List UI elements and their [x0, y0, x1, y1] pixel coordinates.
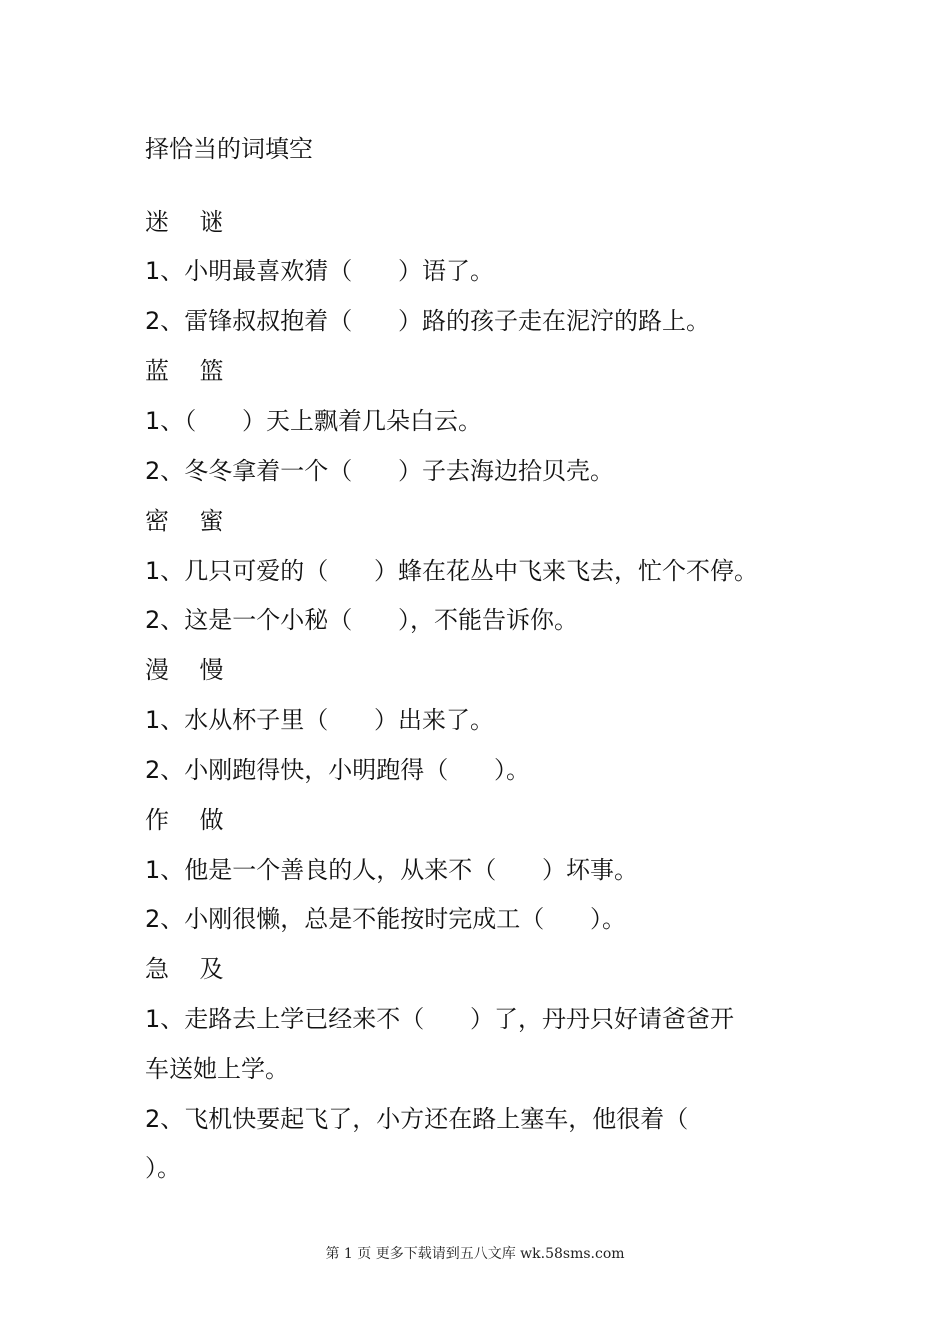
question-line: 1、几只可爱的（ ）蜂在花丛中飞来飞去，忙个不停。: [145, 557, 759, 585]
question-line: 2、小刚很懒，总是不能按时完成工（ ）。: [145, 905, 627, 933]
word-pair: 漫 慢: [145, 656, 224, 684]
question-line: 2、小刚跑得快，小明跑得（ ）。: [145, 756, 531, 784]
question-line: 1、小明最喜欢猜（ ）语了。: [145, 257, 495, 285]
question-line: 2、飞机快要起飞了，小方还在路上塞车，他很着（: [145, 1105, 689, 1133]
question-line: 2、雷锋叔叔抱着（ ）路的孩子走在泥泞的路上。: [145, 307, 711, 335]
question-line: 2、这是一个小秘（ ），不能告诉你。: [145, 606, 579, 634]
word-pair: 迷 谜: [145, 208, 224, 236]
question-line: 1、水从杯子里（ ）出来了。: [145, 706, 495, 734]
word-pair: 作 做: [145, 806, 224, 834]
question-line: 1、走路去上学已经来不（ ）了，丹丹只好请爸爸开: [145, 1005, 735, 1033]
question-line: 1、他是一个善良的人，从来不（ ）坏事。: [145, 856, 639, 884]
question-line-continued: 车送她上学。: [145, 1055, 289, 1083]
question-line: 1、（ ）天上飘着几朵白云。: [145, 407, 483, 435]
word-pair: 密 蜜: [145, 507, 224, 535]
question-line: 2、冬冬拿着一个（ ）子去海边拾贝壳。: [145, 457, 615, 485]
word-pair: 蓝 篮: [145, 357, 224, 385]
page-title: 择恰当的词填空: [145, 135, 313, 163]
word-pair: 急 及: [145, 955, 224, 983]
question-line-continued: ）。: [145, 1154, 181, 1182]
page-footer: 第 1 页 更多下载请到五八文库 wk.58sms.com: [325, 1246, 625, 1262]
